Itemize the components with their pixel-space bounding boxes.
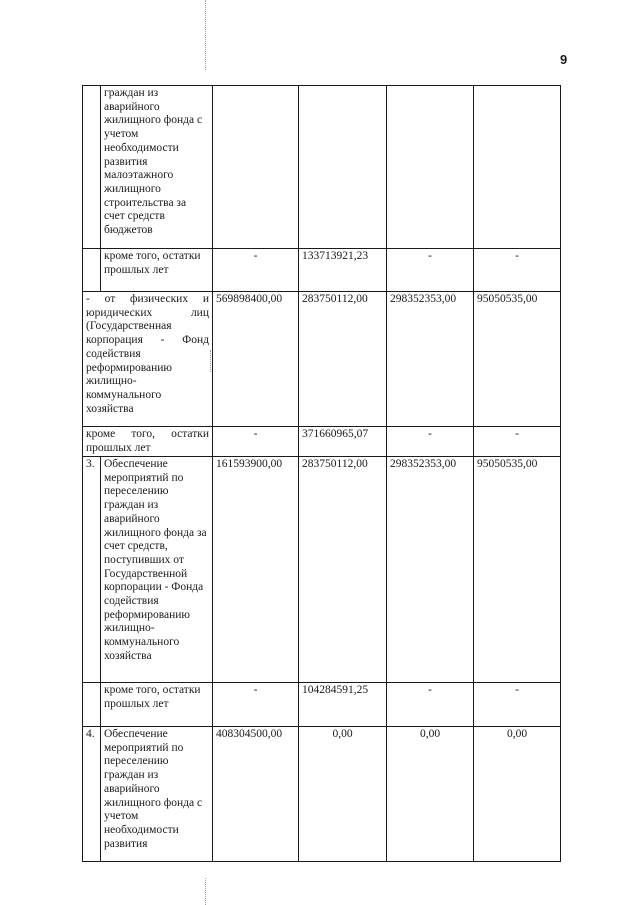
table-row: [83, 683, 561, 727]
value-cell: 133713921,23: [299, 249, 387, 292]
table-row: [83, 86, 561, 249]
row-number: 3.: [83, 457, 101, 683]
value-cell: -: [387, 683, 474, 727]
table-row: [83, 427, 561, 457]
row-number: 4.: [83, 727, 101, 862]
value-cell: 104284591,25: [299, 683, 387, 727]
value-cell: 408304500,00: [213, 727, 299, 862]
value-cell: -: [474, 427, 561, 457]
value-cell: [474, 86, 561, 249]
value-cell: 283750112,00: [299, 457, 387, 683]
page-number: 9: [560, 52, 568, 67]
value-cell: 95050535,00: [474, 292, 561, 427]
scan-artifact-line: [205, 0, 206, 70]
value-cell: -: [213, 249, 299, 292]
value-cell: -: [474, 683, 561, 727]
scan-artifact-line: [205, 878, 206, 905]
num-cell: [83, 86, 101, 249]
value-cell: 161593900,00: [213, 457, 299, 683]
value-cell: 0,00: [474, 727, 561, 862]
table-row: [83, 727, 561, 862]
value-cell: 0,00: [387, 727, 474, 862]
value-cell: [299, 86, 387, 249]
num-cell: [83, 683, 101, 727]
num-cell: [83, 249, 101, 292]
value-cell: 371660965,07: [299, 427, 387, 457]
budget-table: [82, 85, 561, 862]
value-cell: -: [213, 683, 299, 727]
table-row: [83, 457, 561, 683]
value-cell: 283750112,00: [299, 292, 387, 427]
value-cell: 569898400,00: [213, 292, 299, 427]
value-cell: 0,00: [299, 727, 387, 862]
value-cell: [213, 86, 299, 249]
value-cell: -: [213, 427, 299, 457]
value-cell: 298352353,00: [387, 457, 474, 683]
description-cell: кроме того, остатки прошлых лет: [101, 249, 213, 292]
description-cell: кроме того, остатки прошлых лет: [101, 683, 213, 727]
value-cell: -: [387, 427, 474, 457]
table-row: [83, 292, 561, 427]
table-row: [83, 249, 561, 292]
description-cell: граждан из аварийного жилищного фонда с учетом необходимости развития малоэтажного жилищного строительства за счет средств бюджетов: [101, 86, 213, 249]
description-cell: - от физических и юридических лиц (Государственная корпорация - Фонд содействия реформированию жилищно-коммунального хозяйства: [83, 292, 213, 427]
value-cell: [387, 86, 474, 249]
description-cell: Обеспечение мероприятий по переселению граждан из аварийного жилищного фонда за счет средств, поступивших от Государственной корпорации - Фонда содействия реформированию жилищно-коммунального хозяйства: [101, 457, 213, 683]
value-cell: 95050535,00: [474, 457, 561, 683]
description-cell: кроме того, остатки прошлых лет: [83, 427, 213, 457]
value-cell: 298352353,00: [387, 292, 474, 427]
value-cell: -: [387, 249, 474, 292]
value-cell: -: [474, 249, 561, 292]
description-cell: Обеспечение мероприятий по переселению граждан из аварийного жилищного фонда с учетом необходимости развития: [101, 727, 213, 862]
